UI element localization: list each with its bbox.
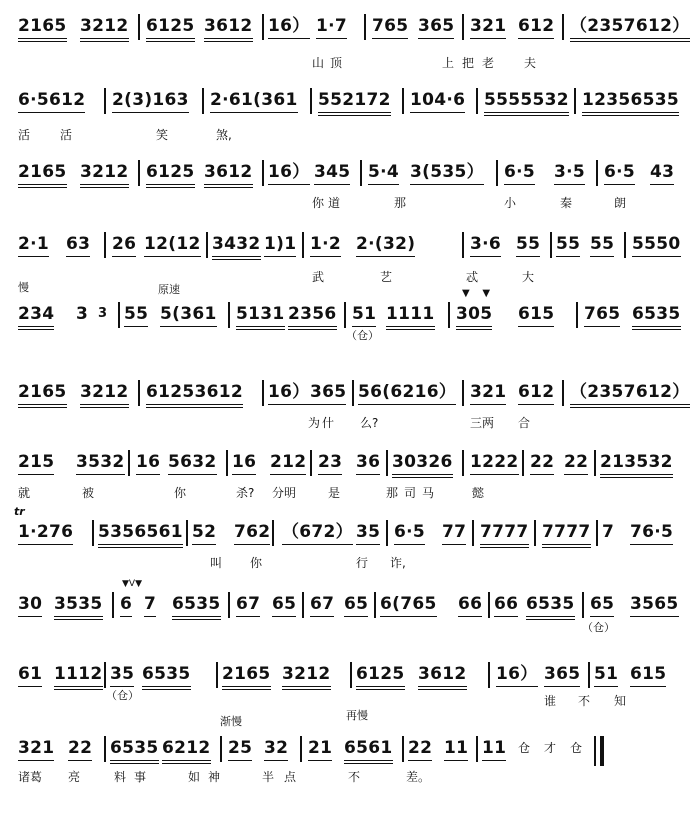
lyric: 谁 (544, 694, 557, 708)
note-group: 762 (234, 522, 270, 542)
note-group: 1)1 (264, 234, 296, 254)
note-group: 77 (442, 522, 466, 542)
note-group: 6125 (146, 162, 195, 182)
note-group: 7 (602, 522, 615, 542)
note-group: 5·4 (368, 162, 399, 182)
note-group: 65 (272, 594, 296, 614)
note-group: 3212 (80, 382, 129, 402)
note-group: 3·6 (470, 234, 501, 254)
note-group: 65 (590, 594, 614, 614)
measure-line (10, 736, 690, 764)
lyric: 被 (82, 486, 95, 500)
note-group: 612 (518, 382, 554, 402)
note-group: 365 (544, 664, 580, 684)
note-group: 61 (18, 664, 42, 684)
note-group: 6 (120, 594, 132, 614)
note-group: 32 (264, 738, 288, 758)
note-group: 6·5 (604, 162, 635, 182)
lyric: 上把老 (442, 56, 503, 70)
lyric: 诈, (390, 556, 406, 570)
note-group: 36 (356, 452, 380, 472)
tempo-mark: 慢 (18, 281, 29, 294)
measure-line (10, 14, 690, 42)
note-group: 16） (268, 162, 310, 182)
note-group: 43 (650, 162, 674, 182)
note-group: 2165 (222, 664, 271, 684)
note-group: 55 (516, 234, 540, 254)
lyric: 武 (312, 270, 325, 284)
note-group: 56(6216） (358, 382, 456, 402)
lyric: 大 (522, 270, 535, 284)
percussion-mark: （仓） (346, 329, 379, 342)
note-group: 30 (18, 594, 42, 614)
note-group: 612 (518, 16, 554, 36)
note-group: （2357612） (570, 16, 690, 36)
note-group: 213532 (600, 452, 673, 472)
note-group: 21 (308, 738, 332, 758)
note-group: 2(3)163 (112, 90, 189, 110)
note-group: 6·5 (504, 162, 535, 182)
note-group: 2165 (18, 382, 67, 402)
note-group: 66 (494, 594, 518, 614)
percussion-mark: 才 (544, 741, 557, 755)
note-group: 6212 (162, 738, 211, 758)
note-group: 345 (314, 162, 350, 182)
lyric: 合 (518, 416, 531, 430)
note-group: 6535 (110, 738, 159, 758)
note-group: 2165 (18, 162, 67, 182)
measure-line (10, 662, 690, 690)
trill-mark: tr (14, 505, 25, 518)
accent-mark: ▼V▼ (122, 579, 142, 589)
note-group: 2·(32) (356, 234, 415, 254)
lyric: 诸葛 (18, 770, 43, 784)
note-group: 76·5 (630, 522, 673, 542)
percussion-mark: 仓 (518, 741, 531, 755)
note-group: 6535 (526, 594, 575, 614)
note-group: 22 (68, 738, 92, 758)
grace-note: 3 (98, 306, 108, 321)
note-group: 2·61(361 (210, 90, 298, 110)
lyric: 秦 (560, 196, 573, 210)
note-group: 22 (530, 452, 554, 472)
tempo-mark: 再慢 (346, 709, 368, 722)
note-group: 6535 (142, 664, 191, 684)
note-group: 321 (470, 16, 506, 36)
note-group: 16） (496, 664, 538, 684)
lyric: 山顶 (312, 56, 349, 70)
lyric: 差。 (406, 770, 431, 784)
note-group: 55 (590, 234, 614, 254)
note-group: 35 (110, 664, 134, 684)
note-group: 65 (344, 594, 368, 614)
note-group: 11 (482, 738, 506, 758)
note-group: 67 (236, 594, 260, 614)
note-group: 615 (518, 304, 554, 324)
note-group: 2356 (288, 304, 337, 324)
tempo-mark: 渐慢 (220, 715, 242, 728)
note-group: 3(535） (410, 162, 484, 182)
note-group: 23 (318, 452, 342, 472)
lyric: 朗 (614, 196, 627, 210)
lyric: 那 (394, 196, 407, 210)
lyric: 懿 (472, 486, 485, 500)
note-group: 6535 (172, 594, 221, 614)
lyric: 小 (504, 196, 517, 210)
note-group: 51 (594, 664, 618, 684)
note-group: 3565 (630, 594, 679, 614)
lyric: 不 (348, 770, 361, 784)
lyric: 活 (60, 128, 73, 142)
note-group: 765 (584, 304, 620, 324)
note-group: 16） (268, 16, 310, 36)
lyric: 料事 (114, 770, 155, 784)
tempo-mark: 原速 (158, 283, 180, 296)
note-group: 3612 (418, 664, 467, 684)
note-group: 7777 (480, 522, 529, 542)
note-group: 5(361 (160, 304, 217, 324)
note-group: 7777 (542, 522, 591, 542)
note-group: （672） (282, 522, 353, 542)
note-group: 3212 (282, 664, 331, 684)
note-group: 22 (564, 452, 588, 472)
lyric: 分明 (272, 486, 297, 500)
note-group: 552172 (318, 90, 391, 110)
note-group: 365 (310, 382, 346, 402)
measure-line (10, 450, 690, 478)
lyric: 就 (18, 486, 31, 500)
lyric: 不 (578, 694, 591, 708)
note-group: 5632 (168, 452, 217, 472)
note-group: 615 (630, 664, 666, 684)
note-group: 16 (232, 452, 256, 472)
note-group: 25 (228, 738, 252, 758)
lyric: 半点 (262, 770, 307, 784)
measure-line (10, 232, 690, 260)
measure-line (10, 88, 690, 116)
note-group: 1111 (386, 304, 435, 324)
measure-line (10, 579, 690, 620)
lyric: 夫 (524, 56, 537, 70)
note-group: 321 (18, 738, 54, 758)
lyric: 你道 (312, 196, 345, 210)
lyric: 行 (356, 556, 369, 570)
note-group: 234 (18, 304, 54, 324)
note-group: 6535 (632, 304, 681, 324)
note-group: 16 (136, 452, 160, 472)
lyric: 如神 (188, 770, 229, 784)
note-group: 52 (192, 522, 216, 542)
measure-line (10, 160, 690, 188)
lyric: 活 (18, 128, 31, 142)
note-group: 215 (18, 452, 54, 472)
note-group: 365 (418, 16, 454, 36)
note-group: 22 (408, 738, 432, 758)
note-group: 3 (76, 304, 89, 324)
note-group: 1112 (54, 664, 103, 684)
lyric: 你 (174, 486, 187, 500)
note-group: 55 (124, 304, 148, 324)
lyric: 杀? (236, 486, 255, 500)
note-group: 305 (456, 304, 492, 324)
note-group: 35 (356, 522, 380, 542)
note-group: 66 (458, 594, 482, 614)
lyric: 三两 (470, 416, 495, 430)
accent-mark: ▼ ▼ (462, 288, 491, 299)
note-group: 3612 (204, 162, 253, 182)
note-group: 1·2 (310, 234, 341, 254)
lyric: 笑 (156, 128, 169, 142)
note-group: 6125 (356, 664, 405, 684)
percussion-mark: 仓 (570, 741, 583, 755)
lyric: 忒 (466, 270, 479, 284)
note-group: 765 (372, 16, 408, 36)
note-group: 321 (470, 382, 506, 402)
lyric: 煞, (216, 128, 232, 142)
note-group: 5356561 (98, 522, 183, 542)
note-group: 104·6 (410, 90, 465, 110)
lyric: 你 (250, 556, 263, 570)
note-group: 6·5612 (18, 90, 85, 110)
note-group: 3432 (212, 234, 261, 254)
percussion-mark: （仓） (106, 689, 139, 702)
note-group: 67 (310, 594, 334, 614)
note-group: 5555532 (484, 90, 569, 110)
note-group: 26 (112, 234, 136, 254)
note-group: 30326 (392, 452, 453, 472)
note-group: 7 (144, 594, 156, 614)
note-group: 55 (556, 234, 580, 254)
lyric: 么? (360, 416, 379, 430)
lyric: 艺 (380, 270, 393, 284)
note-group: （2357612） (570, 382, 690, 402)
note-group: 12(12 (144, 234, 201, 254)
lyric: 叫 (210, 556, 223, 570)
note-group: 1·7 (316, 16, 347, 36)
lyric: 知 (614, 694, 627, 708)
note-group: 6561 (344, 738, 393, 758)
note-group: 12356535 (582, 90, 679, 110)
note-group: 11 (444, 738, 468, 758)
note-group: 6(765 (380, 594, 437, 614)
note-group: 6·5 (394, 522, 425, 542)
note-group: 212 (270, 452, 306, 472)
note-group: 16） (268, 382, 310, 402)
note-group: 3612 (204, 16, 253, 36)
note-group: 51 (352, 304, 376, 324)
note-group: 2165 (18, 16, 67, 36)
note-group: 3535 (54, 594, 103, 614)
lyric: 那司马 (386, 486, 441, 500)
note-group: 3212 (80, 162, 129, 182)
note-group: 3212 (80, 16, 129, 36)
note-group: 5131 (236, 304, 285, 324)
percussion-mark: （仓） (582, 621, 615, 634)
note-group: 6125 (146, 16, 195, 36)
note-group: 3532 (76, 452, 125, 472)
measure-line (10, 380, 690, 408)
lyric: 是 (328, 486, 341, 500)
note-group: 5550 (632, 234, 681, 254)
note-group: 63 (66, 234, 90, 254)
lyric: 为什 (308, 416, 337, 430)
note-group: 3·5 (554, 162, 585, 182)
note-group: 61253612 (146, 382, 243, 402)
note-group: 1·276 (18, 522, 73, 542)
note-group: 2·1 (18, 234, 49, 254)
note-group: 1222 (470, 452, 519, 472)
measure-line (10, 520, 690, 548)
lyric: 亮 (68, 770, 81, 784)
